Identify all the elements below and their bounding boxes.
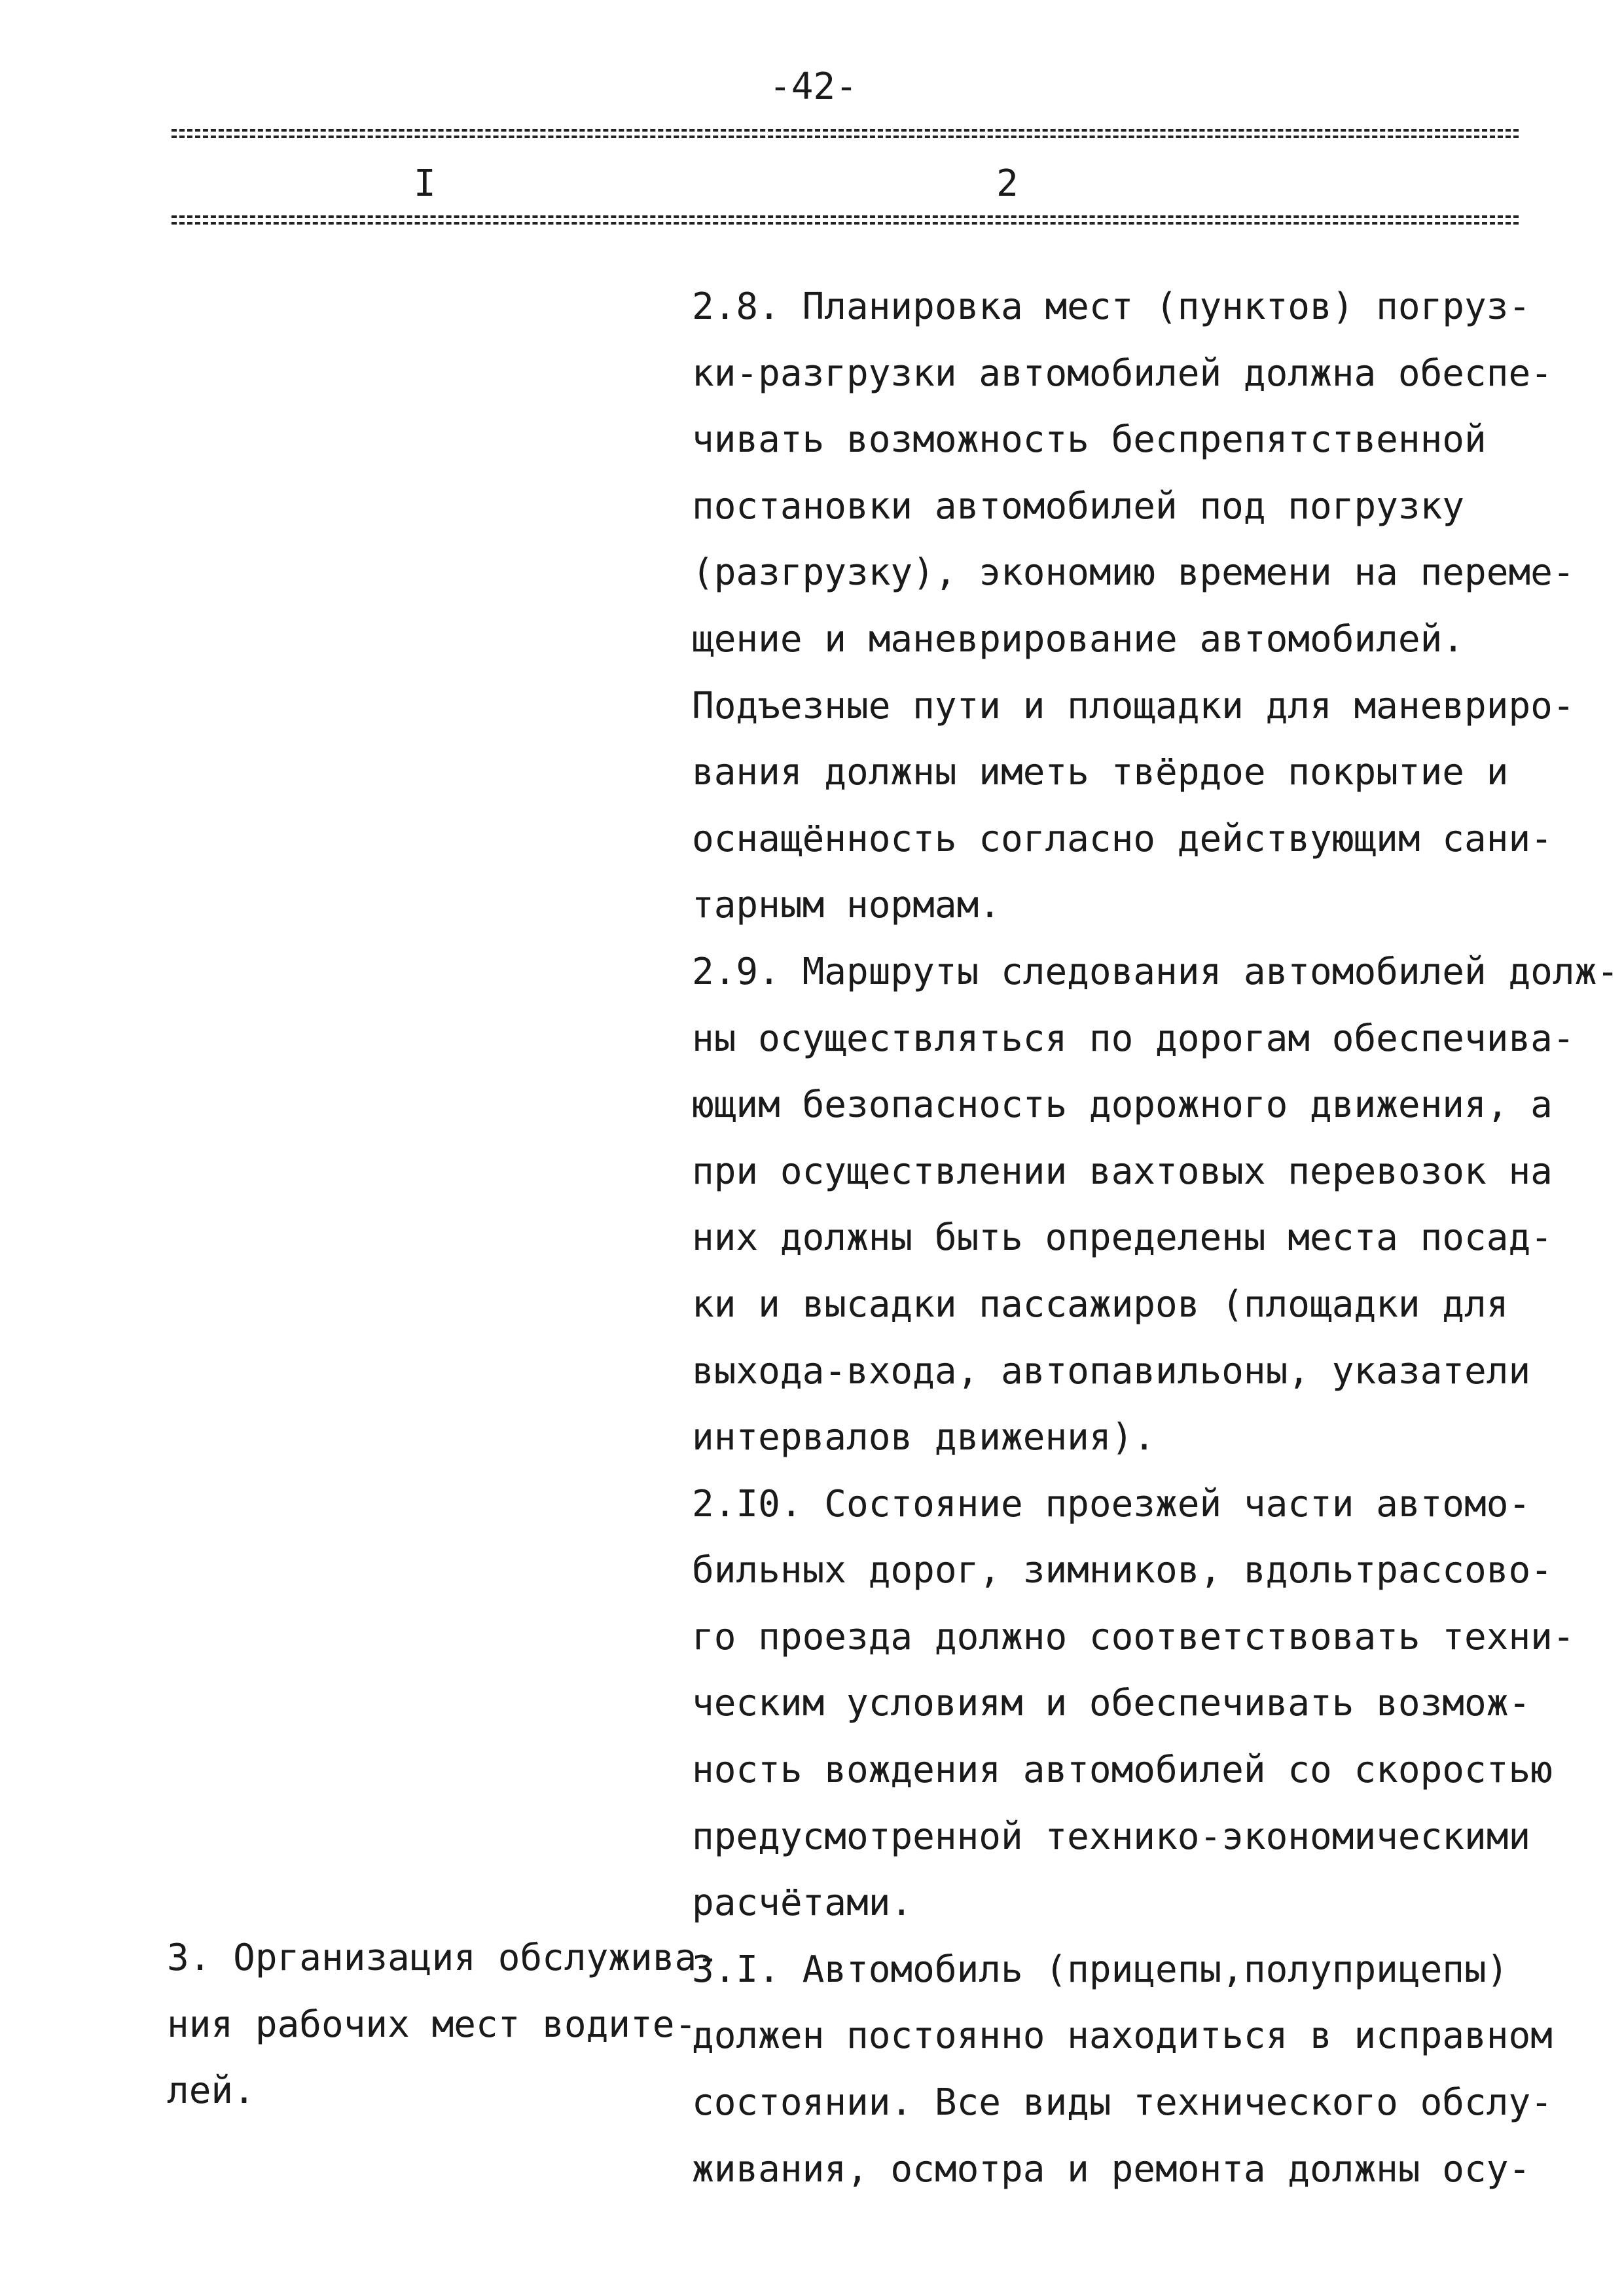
text-line: (разгрузку), экономию времени на переме- [692,551,1575,594]
text-line: ки-разгрузки автомобилей должна обеспе- [692,352,1553,395]
text-line: вания должны иметь твёрдое покрытие и [692,751,1509,794]
text-line: ность вождения автомобилей со скоростью [692,1749,1553,1792]
text-line: ющим безопасность дорожного движения, а [692,1084,1553,1127]
text-line: ния рабочих мест водите- [167,2003,697,2046]
column-header-1: I [414,162,436,205]
text-line: щение и маневрирование автомобилей. [692,617,1465,661]
text-line: расчётами. [692,1882,913,1925]
text-line: тарным нормам. [692,884,1001,927]
text-line: лей. [167,2069,255,2113]
table-top-rule [171,129,1519,138]
text-line: 3.I. Автомобиль (прицепы,полуприцепы) [692,1948,1509,1991]
text-line: бильных дорог, зимников, вдольтрассово- [692,1549,1553,1592]
text-line: 3. Организация обслужива- [167,1937,719,1979]
right-column-text [692,274,1619,2202]
text-line: чивать возможность беспрепятственной [692,418,1487,462]
text-line: предусмотренной технико-экономическими [692,1815,1531,1858]
text-line: должен постоянно находиться в исправном [692,2014,1553,2058]
text-line: ческим условиям и обеспечивать возмож- [692,1682,1531,1725]
text-line: оснащённость согласно действующим сани- [692,817,1553,860]
text-line: при осуществлении вахтовых перевозок на [692,1150,1553,1193]
text-line: 2.9. Маршруты следования автомобилей долж- [692,950,1619,993]
text-line: ки и высадки пассажиров (площадки для [692,1283,1509,1326]
column-header-2: 2 [996,162,1019,205]
text-line: интервалов движения). [692,1416,1156,1459]
text-line: 2.I0. Состояние проезжей части автомо- [692,1482,1531,1525]
left-column-text [167,1925,719,2124]
text-line: ны осуществляться по дорогам обеспечива- [692,1017,1575,1060]
table-bottom-rule [171,215,1519,225]
text-line: 2.8. Планировка мест (пунктов) погруз- [692,285,1531,328]
text-line: Подъезные пути и площадки для маневриро- [692,684,1575,727]
text-line: выхода-входа, автопавильоны, указатели [692,1349,1531,1393]
text-line: них должны быть определены места посад- [692,1216,1553,1260]
text-line: го проезда должно соответствовать техни- [692,1615,1575,1658]
text-line: постановки автомобилей под погрузку [692,484,1465,528]
text-line: состоянии. Все виды технического обслу- [692,2081,1553,2124]
text-line: живания, осмотра и ремонта должны осу- [692,2147,1531,2191]
page-number: -42- [769,65,857,108]
